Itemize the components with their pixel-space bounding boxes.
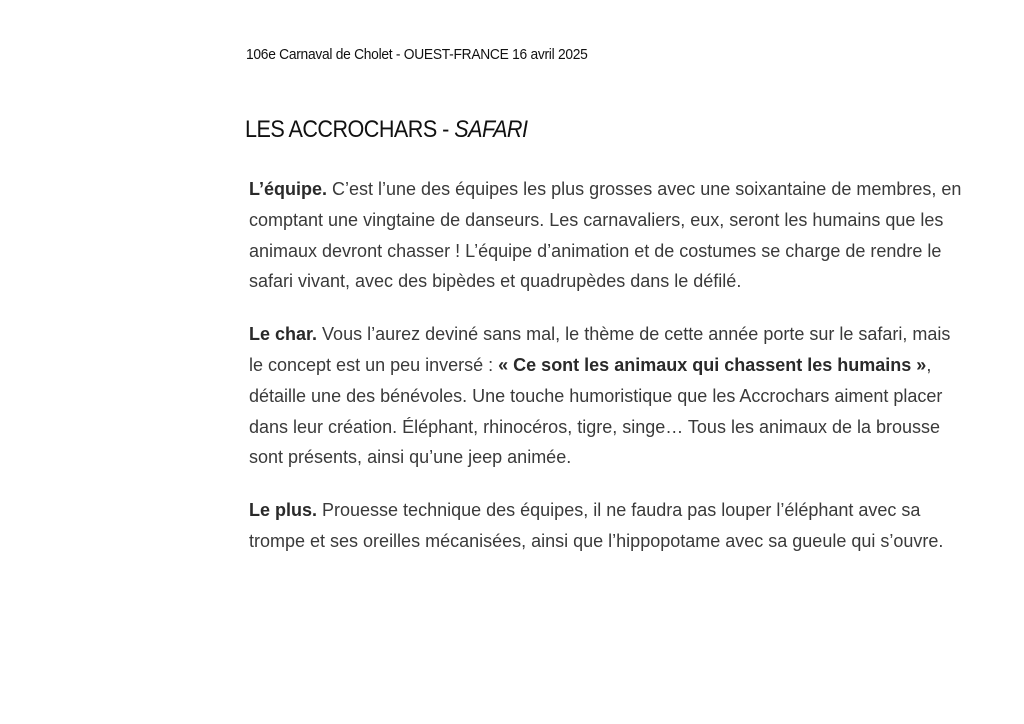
paragraph-lead: L’équipe. [249, 179, 328, 199]
paragraph-text: , détaille une des bénévoles. Une touche humoristique que les Accrochars aiment placer dans leur création. Éléphant, rhinocéros, tigre, singe… Tous les animaux de la brousse sont présents, ainsi qu’une jeep animée. [249, 354, 943, 468]
paragraph-lead: Le plus. [249, 500, 318, 521]
article-title [245, 116, 527, 144]
paragraph-plus [249, 495, 969, 557]
paragraph-char [249, 319, 969, 473]
paragraph-text: Prouesse technique des équipes, il ne faudra pas louper l’éléphant avec sa trompe et ses oreilles mécanisées, ainsi que l’hippopotame avec sa gueule qui s’ouvre. [249, 500, 944, 551]
paragraph-equipe [249, 174, 969, 297]
paragraph-quote: « Ce sont les animaux qui chassent les humains » [498, 354, 927, 375]
paragraph-text: Vous l’aurez deviné sans mal, le thème de cette année porte sur le safari, mais le concept est un peu inversé : [249, 324, 951, 375]
title-main: LES ACCROCHARS - [245, 116, 455, 143]
paragraph-lead: Le char. [249, 324, 318, 345]
article-body [249, 174, 969, 579]
title-italic: SAFARI [454, 116, 528, 143]
document-header: 106e Carnaval de Cholet - OUEST-FRANCE 16 avril 2025 [246, 46, 588, 63]
paragraph-text: C’est l’une des équipes les plus grosses avec une soixantaine de membres, en comptant une vingtaine de danseurs. Les carnavaliers, eux, seront les humains que les animaux devront chasser ! L’équipe d’animation et de costumes se charge de rendre le safari vivant, avec des bipèdes et quadrupèdes dans le défilé. [249, 179, 962, 292]
